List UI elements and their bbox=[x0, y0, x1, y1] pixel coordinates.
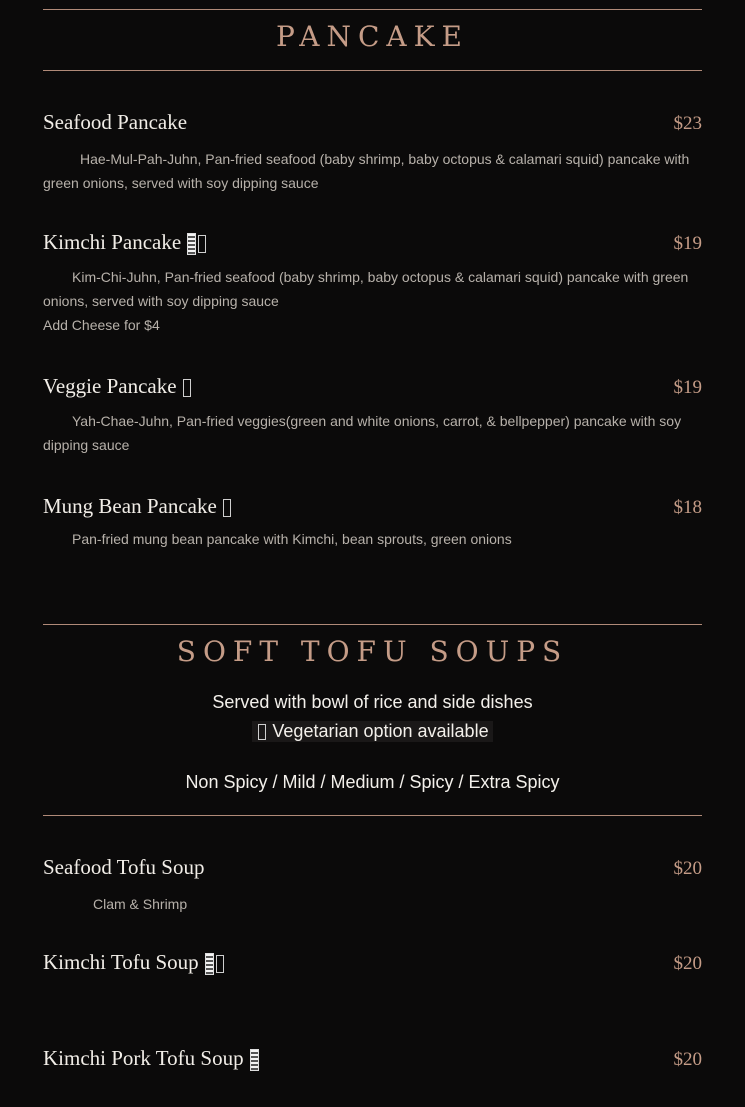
section-divider bbox=[43, 624, 702, 625]
item-name: Kimchi Pancake bbox=[43, 230, 206, 255]
item-description: Pan-fried mung bean pancake with Kimchi, bean sprouts, green onions bbox=[72, 531, 512, 547]
chili-icon bbox=[250, 1049, 259, 1071]
item-extra: Add Cheese for $4 bbox=[43, 317, 160, 334]
menu-item-kimchi-tofu-soup bbox=[43, 950, 702, 975]
chili-icon bbox=[205, 953, 214, 975]
item-name: Mung Bean Pancake bbox=[43, 494, 231, 519]
item-price: $20 bbox=[673, 858, 702, 879]
menu-item-mung-bean-pancake bbox=[43, 494, 702, 551]
leaf-icon bbox=[258, 724, 266, 740]
section-divider bbox=[43, 70, 702, 71]
section-divider bbox=[43, 9, 702, 10]
section-divider bbox=[43, 815, 702, 816]
chili-icon bbox=[187, 233, 196, 255]
item-price: $20 bbox=[673, 953, 702, 974]
vegetarian-note: Vegetarian option available bbox=[43, 721, 702, 742]
menu-item-kimchi-pancake bbox=[43, 230, 702, 337]
leaf-icon bbox=[223, 499, 231, 517]
item-description: Yah-Chae-Juhn, Pan-fried veggies(green and white onions, carrot, & bellpepper) pancake with soy dipping sauce bbox=[43, 413, 682, 453]
pancake-section-title: PANCAKE bbox=[276, 20, 469, 53]
item-description: Clam & Shrimp bbox=[93, 896, 188, 912]
leaf-icon bbox=[198, 235, 206, 253]
item-description: Kim-Chi-Juhn, Pan-fried seafood (baby shrimp, baby octopus & calamari squid) pancake with green onions, served with soy dipping sauce bbox=[43, 269, 689, 310]
served-with-note: Served with bowl of rice and side dishes bbox=[212, 692, 533, 712]
leaf-icon bbox=[216, 955, 224, 973]
tofu-section-title: SOFT TOFU SOUPS bbox=[176, 635, 569, 668]
item-price: $23 bbox=[673, 113, 702, 134]
item-name: Veggie Pancake bbox=[43, 374, 191, 399]
item-description: Hae-Mul-Pah-Juhn, Pan-fried seafood (baby shrimp, baby octopus & calamari squid) pancake with green onions, served with soy dipping sauce bbox=[43, 151, 690, 191]
item-price: $20 bbox=[673, 1049, 702, 1070]
menu-item-veggie-pancake bbox=[43, 374, 702, 457]
menu-item-seafood-tofu-soup bbox=[43, 855, 702, 916]
spice-levels: Non Spicy / Mild / Medium / Spicy / Extra Spicy bbox=[185, 772, 560, 792]
item-name: Seafood Pancake bbox=[43, 110, 188, 134]
item-name: Kimchi Tofu Soup bbox=[43, 950, 224, 975]
item-name: Seafood Tofu Soup bbox=[43, 855, 205, 879]
menu-item-kimchi-pork-tofu-soup bbox=[43, 1046, 702, 1071]
item-price: $18 bbox=[673, 497, 702, 518]
menu-item-seafood-pancake bbox=[43, 110, 702, 195]
item-price: $19 bbox=[673, 233, 702, 254]
item-name: Kimchi Pork Tofu Soup bbox=[43, 1046, 259, 1071]
leaf-icon bbox=[183, 379, 191, 397]
item-price: $19 bbox=[673, 377, 702, 398]
